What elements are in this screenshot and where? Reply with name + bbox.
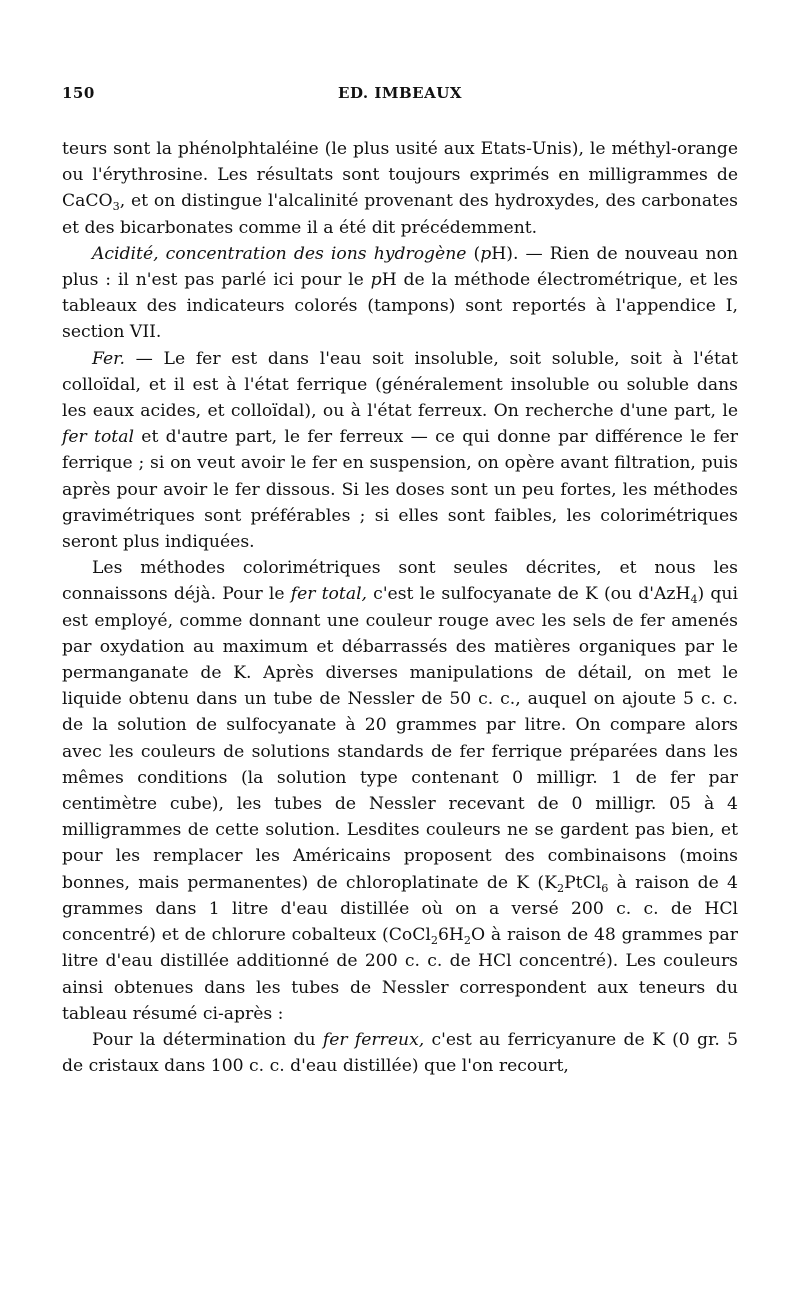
text-run: O à raison de 48 grammes par litre d'eau distillée additionné de 200 c. c. de HCl concentré). Les couleurs ainsi obtenues dans les tubes de Nessler correspondent aux teneurs du tableau résumé ci-après : [62,925,738,1024]
text-run: Les méthodes colorimétriques sont seules décrites, et nous les connaissons déjà. Pour le [62,558,738,605]
text-run: Pour la détermination du [92,1029,323,1050]
book-page [62,84,738,1079]
text-run: c'est au ferricyanure de K (0 gr. 5 de cristaux dans 100 c. c. d'eau distillée) que l'on recourt, [62,1029,739,1077]
text-run: H de la méthode électrométrique, et les tableaux des indicateurs colorés (tampons) sont reportés à l'appendice I, section VII. [62,270,738,343]
italic-text: p [370,270,382,291]
subscript: 2 [430,934,438,947]
italic-text: Fer. [92,348,125,369]
text-run: à raison de 4 grammes dans 1 litre d'eau distillée où on a versé 200 c. c. de HCl concentré) et de chlorure cobalteux (CoCl [62,872,738,946]
body-text [62,136,738,1079]
text-run: 6H [437,925,464,946]
text-run: PtCl [564,872,602,893]
running-title: ED. IMBEAUX [338,84,462,102]
subscript: 2 [463,934,472,947]
page-number: 150 [62,84,95,102]
italic-text: p [480,243,492,264]
text-run: , et on distingue l'alcalinité provenant des hydroxydes, des carbonates et des bicarbonates comme il a été dit précédemment. [62,191,738,238]
italic-text: fer total, [290,584,368,605]
italic-text: fer ferreux, [322,1029,425,1050]
text-run: — Le fer est dans l'eau soit insoluble, soit soluble, soit à l'état colloïdal, et il est à l'état ferrique (généralement insoluble ou soluble dans les eaux acides, et colloïdal), ou à l'état ferreux. On recherche d'une part, le [62,348,738,422]
paragraph [62,1027,738,1079]
text-run: et d'autre part, le fer ferreux — ce qui donne par différence le fer ferrique ; si on veut avoir le fer en suspension, on opère avant filtration, puis après pour avoir le fer dissous. Si les doses sont un peu fortes, les méthodes gravimétriques sont préférables ; si elles sont faibles, les colorimétriques seront plus indiquées. [62,427,738,553]
text-run: c'est le sulfocyanate de K (ou d'AzH [367,584,691,605]
paragraph [62,346,738,556]
paragraph [62,241,738,346]
paragraph [62,555,738,1027]
text-run: teurs sont la phénolphtaléine (le plus usité aux Etats-Unis), le méthyl-orange ou l'érythrosine. Les résultats sont toujours exprimés en milligrammes de CaCO [62,139,738,212]
italic-text: fer total [62,427,134,448]
subscript: 2 [556,881,565,895]
subscript: 4 [690,593,698,607]
page-header [62,84,738,114]
paragraph [62,136,738,241]
text-run: ( [466,243,481,264]
subscript: 6 [601,881,609,895]
italic-text: Acidité, concentration des ions hydrogène [92,243,467,264]
subscript: 3 [112,200,120,214]
text-run: ) qui est employé, comme donnant une couleur rouge avec les sels de fer amenés par oxydation au maximum et débarrassés des matières organiques par le permanganate de K. Après diverses manipulations de détail, on met le liquide obtenu dans un tube de Nessler de 50 c. c., auquel on ajoute 5 c. c. de la solution de sulfocyanate à 20 grammes par litre. On compare alors avec les couleurs de solutions standards de fer ferrique préparées dans les mêmes conditions (la solution type contenant 0 milligr. 1 de fer par centimètre cube), les tubes de Nessler recevant de 0 milligr. 05 à 4 milligrammes de cette solution. Lesdites couleurs ne se gardent pas bien, et pour les remplacer les Américains proposent des combinaisons (moins bonnes, mais permanentes) de chloroplatinate de K (K [62,584,738,893]
text-run: H). — Rien de nouveau non plus : il n'est pas parlé ici pour le [62,243,738,291]
